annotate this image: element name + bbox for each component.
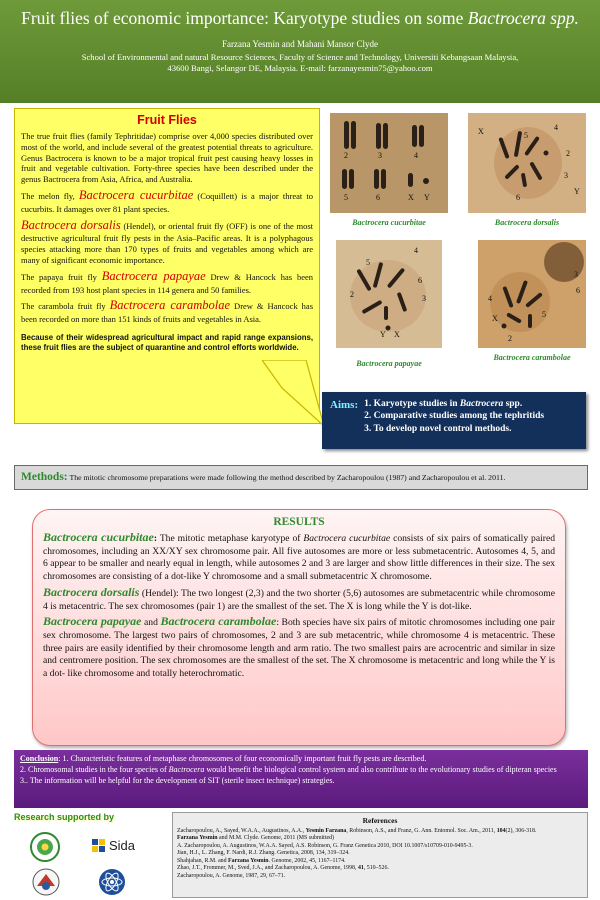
- result-paragraph: Bactrocera papayae and Bactrocera carambolae: Both species have six pairs of mitotic chromosomes including one pair sex chromosome. The largest two pairs of chromosomes, 2 and 3 are sub metacentric, while chromosome 4 is metacentric. These three pairs are easily identified by their chromosome length and arm ratio. The two smallest pairs are acrocentric and similar in size and centromere position. The sex chromosomes are the smallest of the set. The X chromosome is metacentric and long while the Y is a dot- like chromosome and totally heterochromatic.: [43, 614, 556, 680]
- intro-paragraph: The melon fly, Bactrocera cucurbitae (Coquillett) is a major threat to cucurbits. It damages over 81 plant species.: [21, 187, 314, 214]
- reference-item: Zacharopoulou, A. Genome, 1987, 29, 67–71.: [177, 872, 286, 879]
- aims-label: Aims:: [330, 399, 359, 411]
- intro-paragraph: The true fruit flies (family Tephritidae) comprise over 4,000 species distributed over most of the world, and include several of the greatest potential threats to agriculture. Genus Bactrocera is known to be a major tropical fruit pest causing heavy losses in fruit and vegetable cultivation. Forty-three species have been described under the genus Bactrocera from Asia, Africa, and Australia.: [21, 131, 313, 185]
- reference-item: Zacharopoulou, A., Sayed, W.A.A., Augustinos, A.A., Yesmin Farzana, Robinson, A.S., and Franz, G. Ann. Entomol. Soc. Am., 2011, 104(2), 306-318.: [177, 827, 537, 834]
- chrom-label: 2: [508, 334, 512, 343]
- chrom-label: 5: [344, 193, 348, 202]
- poster-title: Fruit flies of economic importance: Karyotype studies on some Bactrocera spp.: [21, 8, 579, 28]
- chrom-label: 5: [542, 310, 546, 319]
- chrom-label: 2: [350, 290, 354, 299]
- intro-title: Fruit Flies: [137, 113, 197, 127]
- reference-item: Jian, H.J., L. Zhang, F. Nardi, R.J. Zhang. Genetica, 2008, 134, 319–324.: [177, 850, 350, 857]
- chrom-label: X: [394, 330, 400, 339]
- figure-carambolae: [478, 240, 586, 348]
- caption-dorsalis: Bactrocera dorsalis: [494, 218, 560, 227]
- result-paragraph: Bactrocera dorsalis (Hendel): The two longest (2,3) and the two shorter (5,6) autosomes are submetacentric while chromosome 4 is metacentric. The sex chromosomes (pair 1) are the smallest of the set. The X is long while the Y is dot-like.: [43, 584, 555, 612]
- support-title: Research supported by: [14, 812, 115, 822]
- support-section: [14, 812, 164, 898]
- aims-list: [364, 398, 544, 435]
- chrom-label: Y: [380, 330, 386, 339]
- ukm-logo-icon: [30, 832, 60, 862]
- authors: Farzana Yesmin and Mahani Mansor Clyde: [222, 39, 378, 49]
- caption-cucurbitae: Bactrocera cucurbitae: [352, 218, 426, 227]
- methods-box: [14, 465, 588, 490]
- figure-papayae: [336, 240, 442, 348]
- caption-carambolae: Bactrocera carambolae: [493, 353, 571, 362]
- reference-item: A. Zacharopoulou, A. Augustinos, W.A.A. Sayed, A.S. Robinson, G. Franz Genetica 2010, DOI 10.1007/s10709-010-9495-3.: [177, 842, 473, 849]
- aim-item: 3. To develop novel control methods.: [364, 423, 512, 434]
- chrom-label: X: [408, 193, 414, 202]
- aim-item: 2. Comparative studies among the tephritids: [364, 411, 545, 422]
- intro-paragraph: The papaya fruit fly Bactrocera papayae Drew & Hancock has been recorded from 193 host plant species in 114 genera and 50 families.: [21, 268, 313, 295]
- results-panel: [32, 509, 566, 746]
- aims-box: [322, 392, 586, 449]
- chrom-label: 4: [414, 246, 418, 255]
- chrom-label: 4: [414, 151, 418, 160]
- conclusion-item: Conclusion: 1. Characteristic features of metaphase chromosomes of four economically important fruit fly pests are described.: [20, 754, 427, 763]
- chrom-label: 3: [574, 270, 578, 279]
- chrom-label: 3: [378, 151, 382, 160]
- chrom-label: Y: [424, 193, 430, 202]
- partner-logo-icon: [32, 868, 60, 896]
- figure-dorsalis: [468, 113, 586, 213]
- callout-tail: [262, 360, 324, 426]
- references-box: [172, 812, 588, 898]
- chrom-label: X: [492, 314, 498, 323]
- chrom-label: 5: [366, 258, 370, 267]
- conclusion-box: [14, 750, 588, 808]
- iaea-logo-icon: [98, 868, 126, 896]
- intro-bold-statement: Because of their widespread agricultural impact and rapid range expansions, these fruit flies are the subject of quarantine and control efforts worldwide.: [21, 333, 313, 352]
- chrom-label: 5: [524, 131, 528, 140]
- chrom-label: 6: [516, 193, 520, 202]
- chrom-label: 4: [554, 123, 558, 132]
- chrom-label: 6: [418, 276, 422, 285]
- caption-papayae: Bactrocera papayae: [356, 359, 422, 368]
- intro-paragraph: The carambola fruit fly Bactrocera carambolae Drew & Hancock has been recorded on more than 151 kinds of fruits and vegetables in Asia.: [21, 298, 314, 325]
- methods-label: Methods:: [21, 471, 68, 483]
- chrom-label: X: [478, 127, 484, 136]
- chrom-label: 2: [566, 149, 570, 158]
- chrom-label: 4: [488, 294, 492, 303]
- results-title: RESULTS: [273, 516, 325, 528]
- reference-item: Zhao, J.T., Frommer, M., Sved, J.A., and Zacharopoulou, A. Genome, 1998, 41, 510–526.: [177, 865, 389, 872]
- conclusion-item: 2. Chromosomal studies in the four species of Bactrocera would benefit the biological control system and also contribute to the evolutionary studies of dipteran species: [20, 764, 557, 774]
- header-banner: [0, 0, 600, 103]
- chrom-label: 6: [576, 286, 580, 295]
- aim-item: 1. Karyotype studies in Bactrocera spp.: [364, 399, 523, 409]
- chrom-label: 3: [422, 294, 426, 303]
- methods-text: The mitotic chromosome preparations were made following the method described by Zacharopoulou (1987) and Zacharopoulou et al. 2011.: [67, 473, 506, 482]
- sida-logo: [92, 838, 135, 853]
- sida-label: Sida: [109, 838, 136, 853]
- reference-item: Farzana Yesmin and M.M. Clyde. Genome, 2011 (MS submitted): [177, 835, 334, 842]
- reference-item: Shahjahan, R.M. and Farzana Yesmin. Genome, 2002, 45, 1167–1174.: [177, 857, 346, 864]
- references-title: References: [362, 816, 398, 825]
- result-paragraph: Bactrocera cucurbitae: The mitotic metaphase karyotype of Bactrocera cucurbitae consists of six pairs of somatically paired chromosomes, including an XX/XY sex chromosome pair. All five autosomes are more or less submetacentric. Autosomes 4, 5, and 6 appear to be smaller and nearly equal in length, while autosomes 2 and 3 are larger and show little differences in their size. The sex chromosomes are consisting of a dot-like Y chromosome and a small submetacentric X chromosome.: [43, 530, 556, 583]
- chrom-label: 3: [564, 171, 568, 180]
- intro-paragraph: Bactrocera dorsalis (Hendel), or oriental fruit fly (OFF) is one of the most destructive agricultural fruit fly pests in the Asia–Pacific areas. It is a polyphagous species attacking more than 170 types of fruits and vegetables among which are many of significant economic importance.: [21, 217, 313, 265]
- chrom-label: 2: [344, 151, 348, 160]
- conclusion-item: 3.. The information will be helpful for the development of SIT (sterile insect technique) strategies.: [20, 775, 335, 785]
- affiliation: School of Environmental and natural Resource Sciences, Faculty of Science and Technology, Universiti Kebangsaan Malaysia, 43600 Bangi, Selangor DE, Malaysia. E-mail: farzanayesmin75@yahoo.com: [81, 52, 519, 73]
- figure-cucurbitae: [330, 113, 448, 213]
- chrom-label: 6: [376, 193, 380, 202]
- chrom-label: Y: [574, 187, 580, 196]
- sida-mark-icon: [92, 839, 106, 853]
